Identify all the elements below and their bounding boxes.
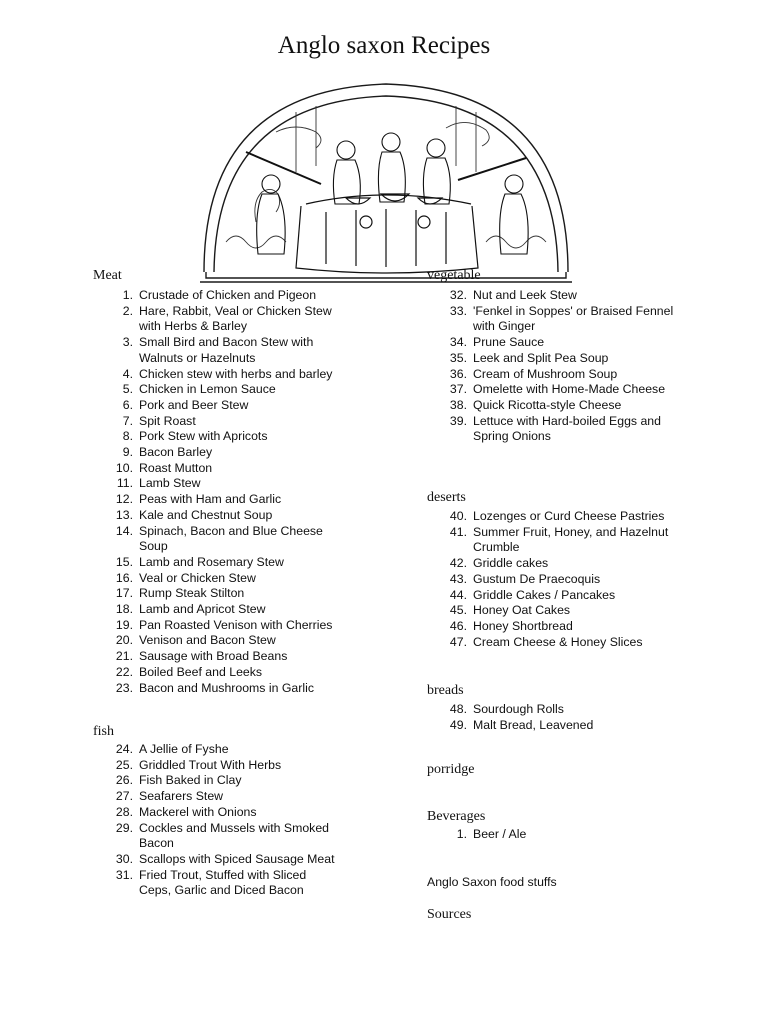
item-text: Lamb Stew	[139, 476, 201, 491]
feast-illustration	[196, 72, 576, 288]
item-text: Kale and Chestnut Soup	[139, 507, 273, 522]
list-item	[427, 414, 673, 445]
item-number: 23.	[115, 680, 133, 695]
item-number: 2.	[122, 303, 133, 318]
list-item	[93, 461, 332, 477]
list-item	[427, 509, 668, 525]
item-text: Prune Sauce	[473, 335, 545, 350]
list-item	[427, 351, 673, 367]
item-text: Chicken in Lemon Sauce	[139, 382, 276, 397]
list-item	[93, 414, 332, 430]
list-item	[427, 288, 673, 304]
list-item	[93, 382, 332, 398]
item-number: 10.	[115, 460, 133, 475]
item-number: 30.	[115, 851, 133, 866]
item-text: Nut and Leek Stew	[473, 288, 577, 302]
item-number: 39.	[449, 413, 467, 428]
item-number: 9.	[122, 445, 133, 460]
item-text: Cream Cheese & Honey Slices	[473, 634, 643, 649]
item-number: 48.	[449, 702, 467, 716]
item-text: Honey Shortbread	[473, 618, 573, 633]
list-item	[427, 304, 673, 335]
list-item	[93, 398, 332, 414]
item-text: Scallops with Spiced Sausage Meat	[139, 851, 335, 866]
list-item	[427, 525, 668, 556]
item-text: Spit Roast	[139, 413, 196, 428]
item-text: Rump Steak Stilton	[139, 586, 245, 601]
list-item	[427, 572, 668, 588]
item-text: Griddle cakes	[473, 556, 549, 571]
item-number: 12.	[115, 492, 133, 507]
list-item	[93, 508, 332, 524]
item-text: Soup	[139, 539, 168, 554]
list-item	[93, 288, 332, 304]
item-text: Quick Ricotta-style Cheese	[473, 397, 622, 412]
item-text: Sourdough Rolls	[473, 702, 564, 716]
item-number: 5.	[122, 382, 133, 397]
item-number: 49.	[449, 717, 467, 732]
item-number: 13.	[115, 507, 133, 522]
item-text: Fried Trout, Stuffed with Sliced	[139, 867, 307, 882]
list-item	[427, 588, 668, 604]
section-heading-breads: breads	[427, 683, 464, 698]
section-heading-beverages: Beverages	[427, 809, 486, 824]
item-text: Gustum De Praecoquis	[473, 571, 601, 586]
section-heading-porridge: porridge	[427, 762, 475, 777]
item-text: 'Fenkel in Soppes' or Braised Fennel	[473, 303, 674, 318]
list-item	[93, 789, 335, 805]
food-stuffs-label: Anglo Saxon food stuffs	[427, 875, 557, 889]
item-number: 3.	[122, 335, 133, 350]
item-text: Pan Roasted Venison with Cherries	[139, 617, 333, 632]
list-item	[427, 718, 593, 734]
item-text: Leek and Split Pea Soup	[473, 350, 609, 365]
item-number: 15.	[115, 554, 133, 569]
list-item	[93, 555, 332, 571]
item-number: 28.	[115, 804, 133, 819]
item-text: Peas with Ham and Garlic	[139, 492, 282, 507]
list-item	[427, 702, 593, 718]
list-item	[93, 492, 332, 508]
section-heading-fish: fish	[93, 724, 114, 739]
item-number: 44.	[449, 587, 467, 602]
item-number: 35.	[449, 350, 467, 365]
list-item	[427, 398, 673, 414]
item-text: Lettuce with Hard-boiled Eggs and	[473, 413, 661, 428]
breads-list	[427, 702, 593, 733]
item-text: Omelette with Home-Made Cheese	[473, 382, 666, 397]
item-text: Roast Mutton	[139, 460, 213, 475]
section-heading-deserts: deserts	[427, 490, 466, 505]
page-title: Anglo saxon Recipes	[277, 32, 491, 59]
item-text: Pork and Beer Stew	[139, 397, 249, 412]
item-text: Walnuts or Hazelnuts	[139, 350, 256, 365]
item-number: 42.	[449, 556, 467, 571]
item-text: Honey Oat Cakes	[473, 603, 571, 618]
item-text: Griddle Cakes / Pancakes	[473, 587, 616, 602]
item-number: 16.	[115, 570, 133, 585]
item-number: 47.	[449, 634, 467, 649]
item-text: with Ginger	[473, 319, 536, 334]
item-number: 24.	[115, 742, 133, 756]
item-number: 46.	[449, 618, 467, 633]
list-item	[93, 429, 332, 445]
item-number: 22.	[115, 664, 133, 679]
item-text: Malt Bread, Leavened	[473, 717, 594, 732]
item-number: 25.	[115, 757, 133, 772]
list-item	[427, 827, 526, 843]
list-item	[93, 335, 332, 366]
item-number: 31.	[115, 867, 133, 882]
item-text: Veal or Chicken Stew	[139, 570, 256, 585]
item-number: 20.	[115, 633, 133, 648]
item-text: Lamb and Apricot Stew	[139, 602, 266, 617]
list-item	[93, 633, 332, 649]
item-text: Bacon and Mushrooms in Garlic	[139, 680, 314, 695]
item-text: Beer / Ale	[473, 827, 527, 841]
item-text: Mackerel with Onions	[139, 804, 257, 819]
item-number: 32.	[449, 288, 467, 302]
item-number: 34.	[449, 335, 467, 350]
item-number: 43.	[449, 571, 467, 586]
vegetable-list	[427, 288, 673, 445]
list-item	[427, 556, 668, 572]
list-item	[93, 758, 335, 774]
item-number: 21.	[115, 649, 133, 664]
item-number: 7.	[122, 413, 133, 428]
item-number: 17.	[115, 586, 133, 601]
item-text: Hare, Rabbit, Veal or Chicken Stew	[139, 303, 332, 318]
list-item	[93, 586, 332, 602]
item-number: 4.	[122, 366, 133, 381]
item-number: 27.	[115, 789, 133, 804]
item-text: Boiled Beef and Leeks	[139, 664, 263, 679]
list-item	[93, 571, 332, 587]
item-number: 29.	[115, 820, 133, 835]
list-item	[427, 335, 673, 351]
section-heading-meat: Meat	[93, 268, 122, 283]
item-text: with Herbs & Barley	[139, 319, 247, 334]
list-item	[93, 649, 332, 665]
item-text: Lozenges or Curd Cheese Pastries	[473, 509, 665, 523]
list-item	[93, 805, 335, 821]
sources-heading: Sources	[427, 907, 472, 922]
item-number: 18.	[115, 602, 133, 617]
item-text: Griddled Trout With Herbs	[139, 757, 282, 772]
list-item	[427, 382, 673, 398]
item-number: 14.	[115, 523, 133, 538]
item-number: 11.	[116, 476, 133, 491]
list-item	[93, 773, 335, 789]
item-text: Bacon Barley	[139, 445, 213, 460]
item-text: Spinach, Bacon and Blue Cheese	[139, 523, 323, 538]
list-item	[427, 619, 668, 635]
list-item	[93, 524, 332, 555]
item-text: Fish Baked in Clay	[139, 773, 242, 788]
item-text: Bacon	[139, 836, 174, 851]
list-item	[93, 602, 332, 618]
item-text: Crumble	[473, 540, 520, 555]
list-item	[427, 367, 673, 383]
list-item	[93, 304, 332, 335]
item-text: Seafarers Stew	[139, 789, 224, 804]
item-number: 45.	[449, 603, 467, 618]
meat-list	[93, 288, 332, 696]
list-item	[93, 868, 335, 899]
item-text: Pork Stew with Apricots	[139, 429, 268, 444]
list-item	[93, 476, 332, 492]
list-item	[93, 618, 332, 634]
item-number: 19.	[115, 617, 133, 632]
list-item	[93, 742, 335, 758]
item-number: 26.	[115, 773, 133, 788]
beverages-list	[427, 827, 526, 843]
item-text: A Jellie of Fyshe	[139, 742, 229, 756]
list-item	[93, 665, 332, 681]
list-item	[93, 445, 332, 461]
deserts-list	[427, 509, 668, 650]
list-item	[427, 635, 668, 651]
item-text: Chicken stew with herbs and barley	[139, 366, 333, 381]
item-number: 33.	[449, 303, 467, 318]
item-text: Cockles and Mussels with Smoked	[139, 820, 329, 835]
section-heading-vegetable: vegetable	[427, 268, 481, 283]
item-text: Summer Fruit, Honey, and Hazelnut	[473, 524, 669, 539]
item-number: 38.	[449, 397, 467, 412]
item-number: 1.	[122, 288, 133, 302]
list-item	[93, 367, 332, 383]
list-item	[93, 821, 335, 852]
item-number: 41.	[449, 524, 467, 539]
item-number: 40.	[449, 509, 467, 523]
item-text: Cream of Mushroom Soup	[473, 366, 618, 381]
item-number: 8.	[122, 429, 133, 444]
item-number: 37.	[449, 382, 467, 397]
item-number: 36.	[449, 366, 467, 381]
fish-list	[93, 742, 335, 899]
list-item	[93, 681, 332, 697]
item-text: Ceps, Garlic and Diced Bacon	[139, 883, 304, 898]
item-text: Spring Onions	[473, 429, 551, 444]
list-item	[427, 603, 668, 619]
item-text: Venison and Bacon Stew	[139, 633, 276, 648]
item-number: 6.	[122, 397, 133, 412]
list-item	[93, 852, 335, 868]
item-text: Lamb and Rosemary Stew	[139, 554, 284, 569]
item-text: Small Bird and Bacon Stew with	[139, 335, 314, 350]
item-text: Crustade of Chicken and Pigeon	[139, 288, 317, 302]
item-number: 1.	[456, 827, 467, 841]
item-text: Sausage with Broad Beans	[139, 649, 288, 664]
